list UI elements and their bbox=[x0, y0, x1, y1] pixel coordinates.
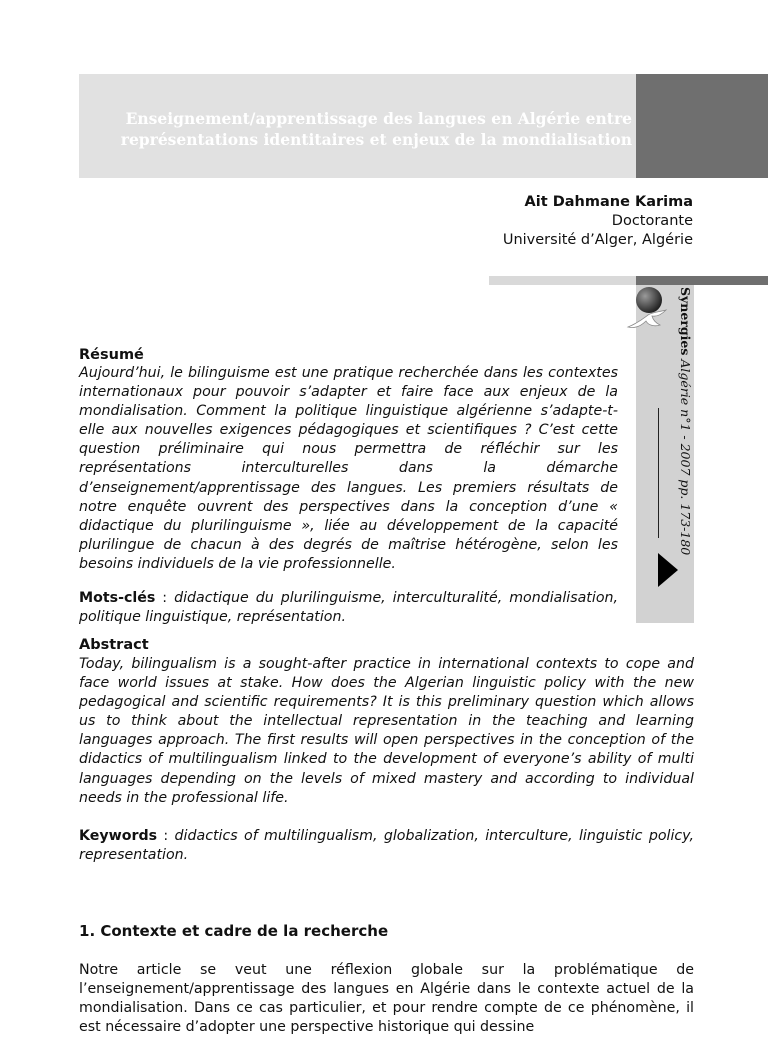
resume-heading: Résumé bbox=[79, 347, 144, 363]
keywords-text: didactics of multilingualism, globalization, interculture, linguistic policy, representation. bbox=[79, 828, 694, 864]
motscles-separator: : bbox=[155, 590, 175, 606]
sidebar-line bbox=[658, 408, 659, 538]
section-1-heading bbox=[79, 921, 388, 941]
keywords-separator: : bbox=[157, 828, 175, 844]
article-title bbox=[86, 108, 632, 150]
abstract-text: Today, bilingualism is a sought-after practice in international contexts to cope and face world issues at stake. How does the Algerian linguistic policy with the new pedagogical and scientific requirements? It is this preliminary question which allows us to think about the intellectual representation in the teaching and learning languages approach. The first results will open perspectives in the conception of the didactics of multilingualism linked to the development of everyone’s ability of multi languages depending on the levels of mixed mastery and according to individual needs in the professional life. bbox=[79, 656, 694, 806]
journal-reference bbox=[678, 287, 692, 555]
journal-issue: Algérie n°1 - 2007 pp. 173-180 bbox=[678, 359, 693, 556]
author-block bbox=[503, 193, 693, 250]
divider-rule bbox=[489, 276, 636, 285]
title-banner-accent bbox=[636, 74, 768, 178]
triangle-arrow-icon bbox=[658, 553, 678, 587]
section-1-title: . Contexte et cadre de la recherche bbox=[89, 922, 389, 940]
author-affiliation: Université d’Alger, Algérie bbox=[502, 232, 693, 248]
keywords-paragraph bbox=[79, 827, 694, 865]
article-title-line-2: représentations identitaires et enjeux de la mondialisation bbox=[120, 130, 632, 149]
resume-text: Aujourd’hui, le bilinguisme est une pratique recherchée dans les contextes internationaux pour pouvoir s’adapter et faire face aux enjeux de la mondialisation. Comment la politique linguistique algérienne s’adapte-t-elle aux nouvelles exigences pédagogiques et scientifiques ? C’est cette question préliminaire qui nous permettra de réfléchir sur les représentations interculturelles dans la démarche d’enseignement/apprentissage des langues. Les premiers résultats de notre enquête ouvrent des perspectives dans la conception d’une « didactique du plurilinguisme », liée au développement de la capacité plurilingue de chacun à des degrés de maîtrise hétérogène, selon les besoins individuels de la vie professionnelle. bbox=[79, 365, 618, 572]
author-role: Doctorante bbox=[611, 213, 693, 229]
journal-name: Synergies bbox=[678, 287, 693, 356]
motscles-paragraph bbox=[79, 589, 618, 627]
motscles-text: didactique du plurilinguisme, interculturalité, mondialisation, politique linguistique, représentation. bbox=[79, 590, 618, 626]
motscles-label: Mots-clés bbox=[79, 590, 156, 606]
dove-logo-icon bbox=[626, 307, 670, 333]
section-1-text: Notre article se veut une réflexion globale sur la problématique de l’enseignement/apprentissage des langues en Algérie dans le contexte actuel de la mondialisation. Dans ce cas particulier, et pour rendre compte de ce phénomène, il est nécessaire d’adopter une perspective historique qui dessine bbox=[79, 962, 694, 1036]
article-title-line-1: Enseignement/apprentissage des langues en Algérie entre bbox=[125, 109, 632, 128]
section-1-number: 1 bbox=[79, 922, 90, 940]
keywords-label: Keywords bbox=[79, 828, 158, 844]
divider-rule-accent bbox=[636, 276, 768, 285]
abstract-heading: Abstract bbox=[79, 637, 149, 653]
author-name: Ait Dahmane Karima bbox=[524, 194, 693, 210]
